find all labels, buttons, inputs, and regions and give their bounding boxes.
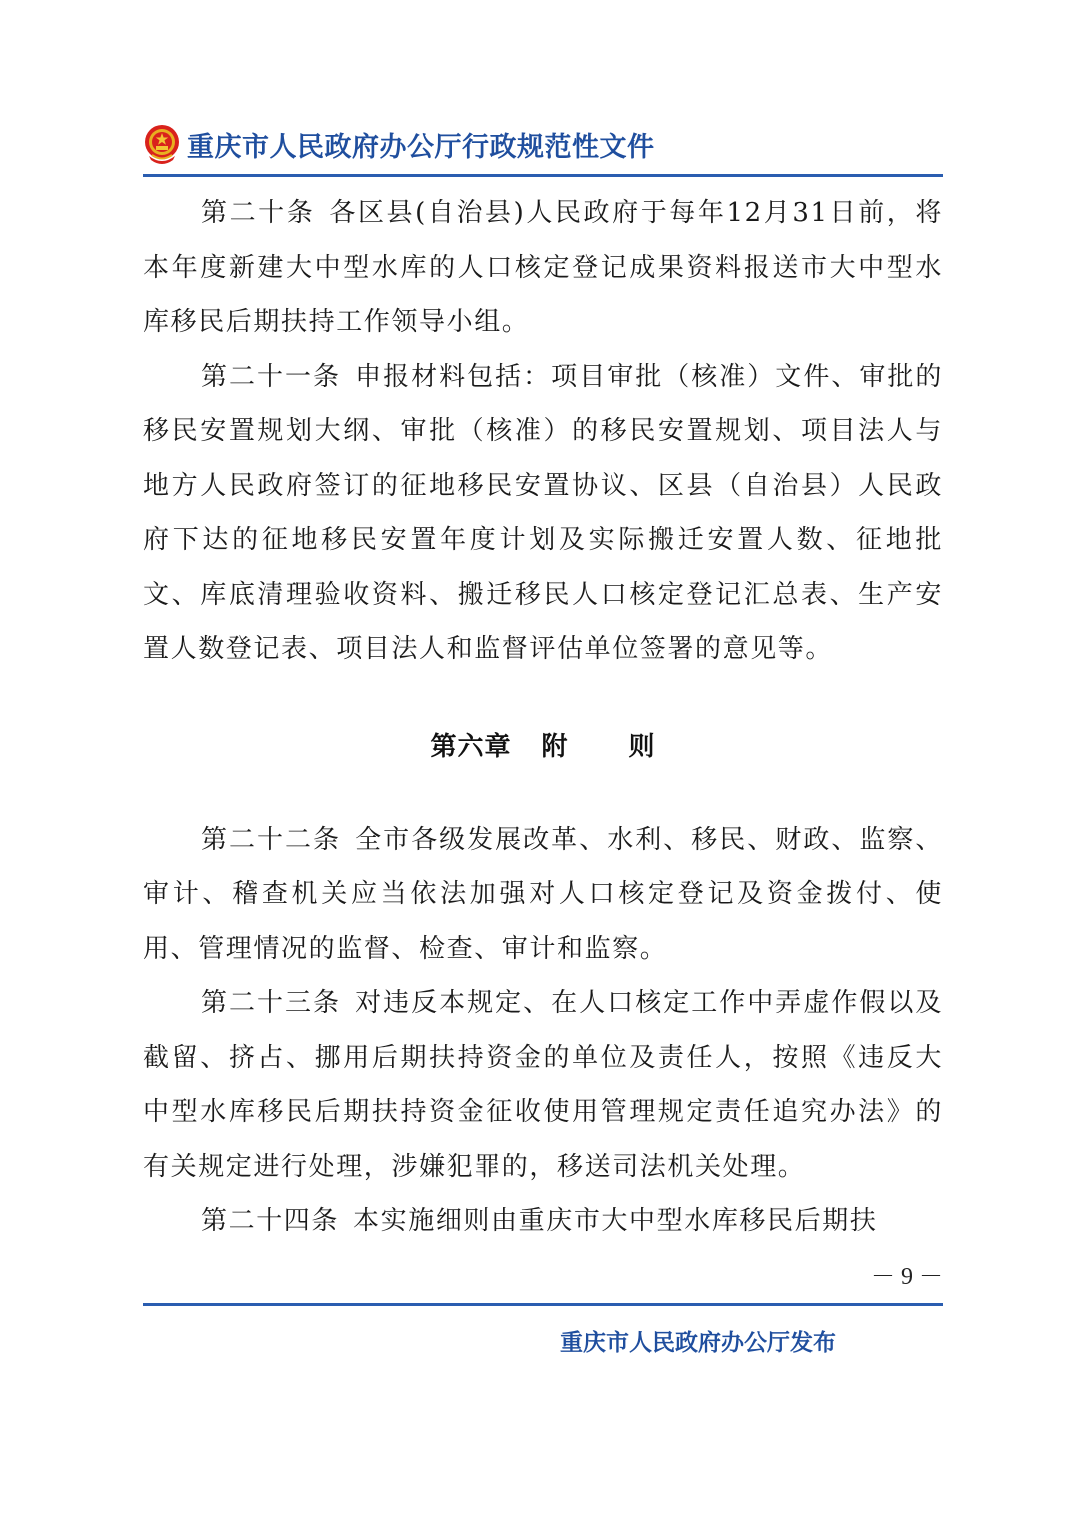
article-20-lead: 第二十条: [201, 198, 316, 228]
document-header: [143, 118, 943, 170]
header-title: 重庆市人民政府办公厅行政规范性文件: [187, 131, 655, 163]
article-24: [143, 1194, 943, 1249]
article-22: [143, 813, 943, 977]
article-24-lead: 第二十四条: [201, 1206, 340, 1236]
article-23-text: 对违反本规定、在人口核定工作中弄虚作假以及截留、挤占、挪用后期扶持资金的单位及责任人，按照《违反大中型水库移民后期扶持资金征收使用管理规定责任追究办法》的有关规定进行处理，涉嫌犯罪的，移送司法机关处理。: [143, 988, 943, 1182]
page-number: － 9 －: [871, 1264, 943, 1290]
article-20: [143, 186, 943, 350]
article-22-lead: 第二十二条: [201, 824, 342, 855]
document-body: [143, 186, 943, 1249]
article-21: [143, 350, 943, 677]
article-20-text: 各区县(自治县)人民政府于每年12月31日前，将本年度新建大中型水库的人口核定登记成果资料报送市大中型水库移民后期扶持工作领导小组。: [143, 198, 943, 337]
chapter-number: 第六章: [430, 731, 512, 762]
article-21-lead: 第二十一条: [201, 361, 342, 392]
article-21-text: 申报材料包括：项目审批（核准）文件、审批的移民安置规划大纲、审批（核准）的移民安置规划、项目法人与地方人民政府签订的征地移民安置协议、区县（自治县）人民政府下达的征地移民安置年度计划及实际搬迁安置人数、征地批文、库底清理验收资料、搬迁移民人口核定登记汇总表、生产安置人数登记表、项目法人和监督评估单位签署的意见等。: [143, 361, 943, 664]
chapter-name-part1: 附: [541, 731, 569, 762]
national-emblem-icon: [143, 122, 181, 166]
header-divider: [143, 174, 943, 177]
chapter-heading: [143, 727, 943, 767]
footer-divider: [143, 1303, 943, 1306]
chapter-name-part2: 则: [628, 731, 656, 762]
footer-publisher: 重庆市人民政府办公厅发布: [560, 1330, 836, 1356]
article-23: [143, 976, 943, 1194]
article-22-text: 全市各级发展改革、水利、移民、财政、监察、审计、稽查机关应当依法加强对人口核定登记及资金拨付、使用、管理情况的监督、检查、审计和监察。: [143, 824, 943, 964]
article-23-lead: 第二十三条: [201, 988, 342, 1018]
article-24-text: 本实施细则由重庆市大中型水库移民后期扶: [353, 1206, 878, 1236]
